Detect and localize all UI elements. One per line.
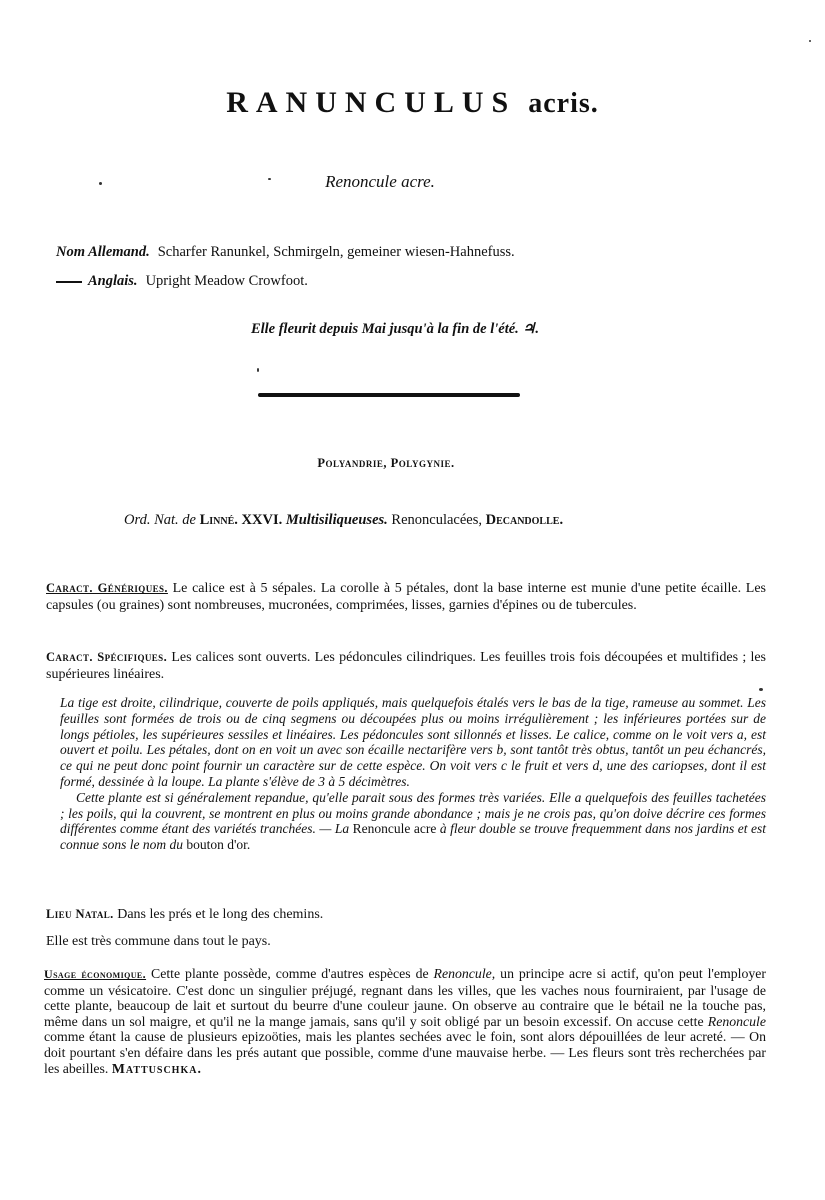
natural-order-line (124, 512, 563, 529)
description-p2-name: Renoncule acre (352, 821, 437, 837)
german-label: Nom Allemand. (56, 244, 150, 260)
linnaean-classification: Polyandrie, Polygynie. (317, 456, 455, 470)
usage-name-1: Renoncule, (433, 966, 496, 981)
order-decandolle: Decandolle. (485, 512, 564, 528)
order-multi: Multisiliqueuses. (285, 512, 388, 528)
page-title (0, 86, 825, 120)
usage-text-3: comme étant la cause de plusieurs epizoöties, mais les plantes sechées avec le foin, sont alors dépouillées de leur acreté. — On doit pourtant s'en défaire dans les prés autant que possible, comme d'une mauvaise herbe. — Les fleurs sont très recherchées par les abeilles. (44, 1029, 766, 1076)
horizontal-rule (258, 393, 520, 397)
order-prefix: Ord. Nat. de (124, 512, 196, 528)
paper-speck (809, 40, 811, 42)
generic-text: Le calice est à 5 sépales. La corolle à 5 pétales, dont la base interne est munie d'une petite écaille. Les capsules (ou graines) sont nombreuses, mucronées, comprimées, lisses, garnies d'épines ou de tubercules. (46, 581, 766, 613)
economic-usage (44, 966, 766, 1076)
dash-divider (56, 281, 82, 283)
description-paragraph-1: La tige est droite, cilindrique, couverte de poils appliqués, mais quelquefois étalés vers le bas de la tige, rameuse au sommet. Les feuilles sont formées de trois ou de cinq segmens ou découpées plus ou moins irrégulièrement ; les inférieures portées sur de longs pétioles, les supérieures sessiles et linéaires. Les pédoncules sont sillonnés et lisses. Le calice, comme on le voit vers a, est ouvert et poilu. Les pétales, dont on en voit un avec son écaille nectarifère vers b, sont tantôt très obtus, tantôt un peu échancrés, ce qui ne peut donc point fournir un caractère sur de cette espèce. On voit vers c le fruit et vers d, une des cariopses, dont il est formé, dessinée à la loupe. La plante s'élève de 3 à 5 décimètres. (60, 695, 766, 789)
habitat-line-2: Elle est très commune dans tout le pays. (46, 934, 271, 949)
order-family: Renonculacées, (391, 512, 482, 528)
flowering-period: Elle fleurit depuis Mai jusqu'à la fin de l'été. ♃. (250, 321, 540, 337)
habitat-text: Dans les prés et le long des chemins. (117, 907, 324, 922)
habitat-line (46, 907, 323, 923)
english-label: Anglais. (88, 273, 138, 289)
usage-text-2: un principe acre si actif, qu'on peut l'employer comme un vésicatoire. C'est donc un singulier préjugé, regnant dans les villes, que les vaches nous fourniraient, par l'usage de cette plante, beaucoup de lait et surtout du beurre d'une couleur jaune. On observe au contraire que le bétail ne la touche pas, même dans un sol maigre, et qu'il ne la mange jamais, sans qu'il y soit obligé par un besoin excessif. On accuse cette (44, 966, 767, 1029)
paper-speck (99, 182, 102, 185)
usage-author: Mattuschka. (111, 1060, 202, 1076)
generic-heading: Caract. Génériques. (46, 581, 168, 595)
description-paragraph-2 (60, 790, 766, 853)
description-p2-text-2: à fleur double se trouve frequemment dans nos jardins et est connue sons le nom du (60, 821, 766, 853)
specific-characters (46, 649, 766, 683)
description-p2-name-2: bouton d'or. (186, 837, 251, 853)
generic-characters (46, 580, 766, 614)
usage-heading: Usage économique. (44, 967, 147, 981)
specific-text: Les calices sont ouverts. Les pédoncules cilindriques. Les feuilles trois fois découpées et multifides ; les supérieures linéaires. (46, 650, 767, 682)
description-p2-text: Cette plante est si généralement repandue, qu'elle parait sous des formes très variées. Elle a quelquefois des feuilles tachetées ; les poils, qui la couvrent, se montrent en plus ou moins grande abondance ; mais je ne crois pas, qu'on doive décrire ces formes différentes comme étant des variétés tranchées. — La (60, 789, 766, 837)
order-linne: Linné. (199, 512, 238, 528)
plant-description (60, 695, 766, 853)
german-value: Scharfer Ranunkel, Schmirgeln, gemeiner wiesen-Hahnefuss. (157, 244, 515, 260)
common-name: Renoncule acre. (325, 172, 435, 191)
usage-text-1: Cette plante possède, comme d'autres espèces de (151, 966, 429, 981)
paper-speck (257, 368, 259, 372)
english-value: Upright Meadow Crowfoot. (145, 273, 308, 289)
title-species: acris. (528, 88, 599, 119)
order-number: XXVI. (241, 512, 283, 528)
english-name-line (56, 273, 308, 290)
title-genus: RANUNCULUS (226, 86, 517, 119)
paper-speck (268, 178, 271, 180)
german-name-line (56, 244, 515, 261)
usage-name-2: Renoncule (707, 1013, 767, 1029)
specific-heading: Caract. Spécifiques. (46, 650, 168, 664)
habitat-heading: Lieu Natal. (46, 907, 114, 921)
paper-speck (759, 688, 763, 691)
